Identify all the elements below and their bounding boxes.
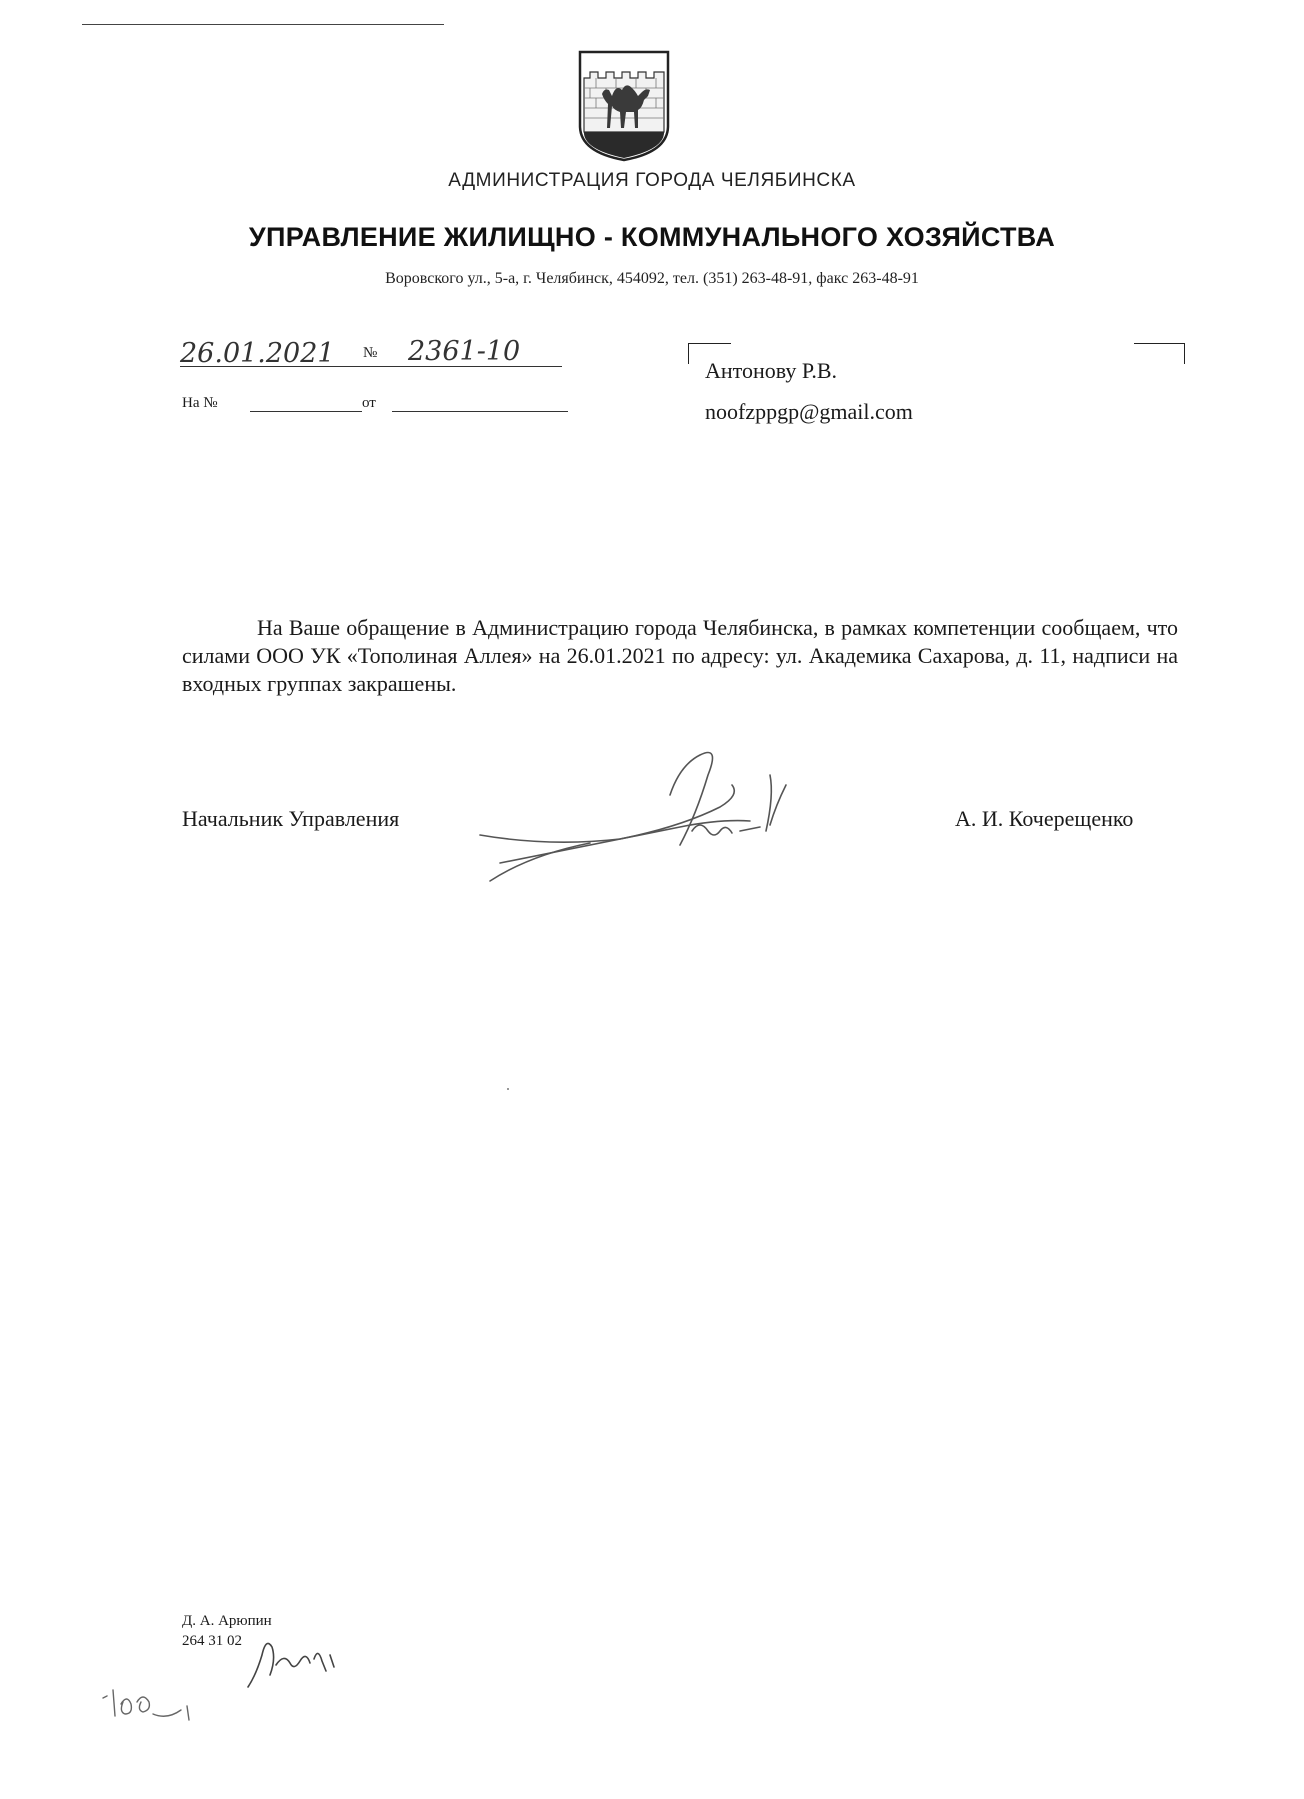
signer-name: А. И. Кочерещенко [955,806,1134,831]
department-address: Воровского ул., 5-а, г. Челябинск, 454092, тел. (351) 263-48-91, факс 263-48-91 [385,270,919,287]
reference-number-label: На № [182,395,218,411]
administration-name: АДМИНИСТРАЦИЯ ГОРОДА ЧЕЛЯБИНСКА [448,170,856,191]
handwritten-margin-mark [97,1680,207,1740]
scan-speck [507,1088,509,1090]
coat-of-arms-emblem [576,48,672,164]
recipient-corner-right [1134,343,1185,364]
recipient-name: Антонову Р.В. [705,358,838,383]
registration-number-label: № [363,345,378,361]
signer-title: Начальник Управления [182,806,400,831]
reference-from-label: от [362,395,376,411]
registration-underline [180,366,562,367]
top-rule [82,24,444,25]
recipient-email: noofzppgp@gmail.com [705,399,913,424]
department-name: УПРАВЛЕНИЕ ЖИЛИЩНО - КОММУНАЛЬНОГО ХОЗЯЙСТВА [248,222,1056,252]
reference-number-blank [250,411,362,412]
handwritten-initials [240,1625,360,1695]
executor-name: Д. А. Арюпин [182,1613,272,1629]
letter-body: На Ваше обращение в Администрацию города Челябинска, в рамках компетенции сообщаем, что силами ООО УК «Тополиная Аллея» на 26.01.2021 по адресу: ул. Академика Сахарова, д. 11, надписи на входных группах закрашены. [182,615,1178,696]
handwritten-signature [470,735,820,900]
executor-phone: 264 31 02 [182,1633,242,1649]
registration-date: 26.01.2021 [180,338,335,369]
reference-date-blank [392,411,568,412]
registration-number: 2361-10 [408,336,521,367]
